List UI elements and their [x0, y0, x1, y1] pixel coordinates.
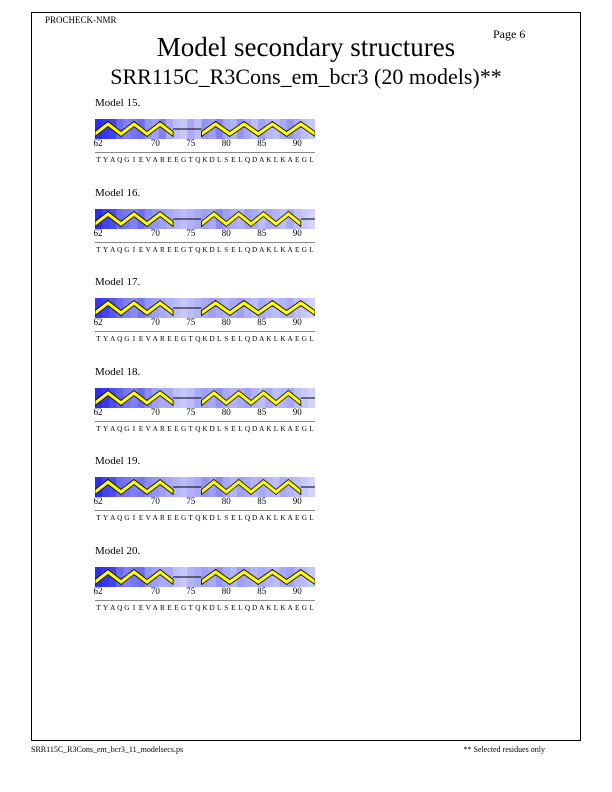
model-label: Model 18.	[95, 365, 141, 378]
residue-tick-label: 70	[150, 227, 160, 238]
residue-tick-label: 70	[150, 138, 160, 148]
sequence-rule	[95, 600, 315, 601]
secondary-structure-strip	[95, 209, 315, 229]
model-block: Model 18. 62 70 75 80 85 90 T Y A Q G I E V A R E E G T Q K D L S E L Q D A K L K A E G L	[93, 365, 314, 433]
sequence-rule	[95, 331, 315, 332]
residue-tick-label: 80	[221, 585, 231, 596]
residue-tick-label: 70	[150, 496, 160, 506]
residue-tick-label: 90	[292, 138, 302, 148]
residue-tick-label: 62	[93, 406, 103, 417]
residue-tick-label: 85	[257, 585, 267, 596]
residue-tick-label: 75	[186, 227, 196, 238]
residue-ticks	[95, 317, 315, 329]
residue-tick-label: 70	[150, 317, 160, 327]
model-label: Model 17.	[95, 276, 141, 288]
residue-tick-label: 75	[186, 496, 196, 506]
residue-tick-label: 62	[93, 496, 103, 506]
page-subtitle: SRR115C_R3Cons_em_bcr3 (20 models)**	[110, 64, 502, 89]
residue-tick-label: 90	[292, 496, 302, 506]
residue-tick-label: 62	[93, 227, 103, 238]
residue-tick-label: 70	[150, 406, 160, 417]
footer-filename: SRR115C_R3Cons_em_bcr3_11_modelsecs.ps	[31, 745, 184, 754]
residue-tick-label: 85	[257, 406, 267, 417]
model-block: Model 15. 62 70 75 80 85 90 T Y A Q G I E V A R E E G T Q K D L S E L Q D A K L K A E G L	[93, 97, 314, 164]
residue-tick-label: 90	[292, 585, 302, 596]
program-name: PROCHECK-NMR	[45, 15, 117, 25]
residue-tick-label: 85	[257, 496, 267, 506]
model-block: Model 16. 62 70 75 80 85 90 T Y A Q G I E V A R E E G T Q K D L S E L Q D A K L K A E G L	[93, 186, 314, 254]
sequence-rule	[95, 152, 315, 153]
residue-ticks	[95, 138, 315, 150]
secondary-structure-strip	[95, 477, 315, 497]
residue-tick-label: 80	[221, 138, 231, 148]
residue-tick-label: 90	[292, 406, 302, 417]
residue-tick-label: 80	[221, 406, 231, 417]
residue-tick-label: 62	[93, 138, 103, 148]
residue-tick-label: 75	[186, 406, 196, 417]
secondary-structure-strip	[95, 298, 315, 318]
secondary-structure-strip	[95, 388, 315, 408]
residue-tick-label: 90	[292, 317, 302, 327]
model-label: Model 20.	[95, 544, 141, 557]
residue-tick-label: 85	[257, 138, 267, 148]
page-number: Page 6	[493, 27, 526, 41]
footer-note: ** Selected residues only	[463, 745, 545, 754]
residue-ticks	[95, 407, 315, 419]
sequence-rule	[95, 242, 315, 243]
sequence-rule	[95, 510, 315, 511]
residue-tick-label: 75	[186, 585, 196, 596]
residue-tick-label: 90	[292, 227, 302, 238]
residue-tick-label: 80	[221, 496, 231, 506]
sequence-rule	[95, 421, 315, 422]
model-label: Model 16.	[95, 186, 141, 199]
residue-ticks	[95, 228, 315, 240]
residue-tick-label: 80	[221, 227, 231, 238]
model-block: Model 17. 62 70 75 80 85 90 T Y A Q G I E V A R E E G T Q K D L S E L Q D A K L K A E G L	[93, 276, 314, 343]
residue-tick-label: 85	[257, 317, 267, 327]
residue-tick-label: 85	[257, 227, 267, 238]
residue-ticks	[95, 496, 315, 508]
model-label: Model 15.	[95, 97, 141, 109]
residue-tick-label: 75	[186, 317, 196, 327]
residue-tick-label: 70	[150, 585, 160, 596]
residue-tick-label: 62	[93, 585, 103, 596]
secondary-structure-strip	[95, 119, 315, 139]
residue-tick-label: 62	[93, 317, 103, 327]
model-label: Model 19.	[95, 455, 141, 467]
secondary-structure-strip	[95, 567, 315, 587]
model-block: Model 20. 62 70 75 80 85 90 T Y A Q G I E V A R E E G T Q K D L S E L Q D A K L K A E G L	[93, 544, 314, 612]
page-title: Model secondary structures	[156, 32, 456, 62]
residue-tick-label: 80	[221, 317, 231, 327]
model-block: Model 19. 62 70 75 80 85 90 T Y A Q G I E V A R E E G T Q K D L S E L Q D A K L K A E G L	[93, 455, 314, 522]
residue-tick-label: 75	[186, 138, 196, 148]
residue-ticks	[95, 586, 315, 598]
